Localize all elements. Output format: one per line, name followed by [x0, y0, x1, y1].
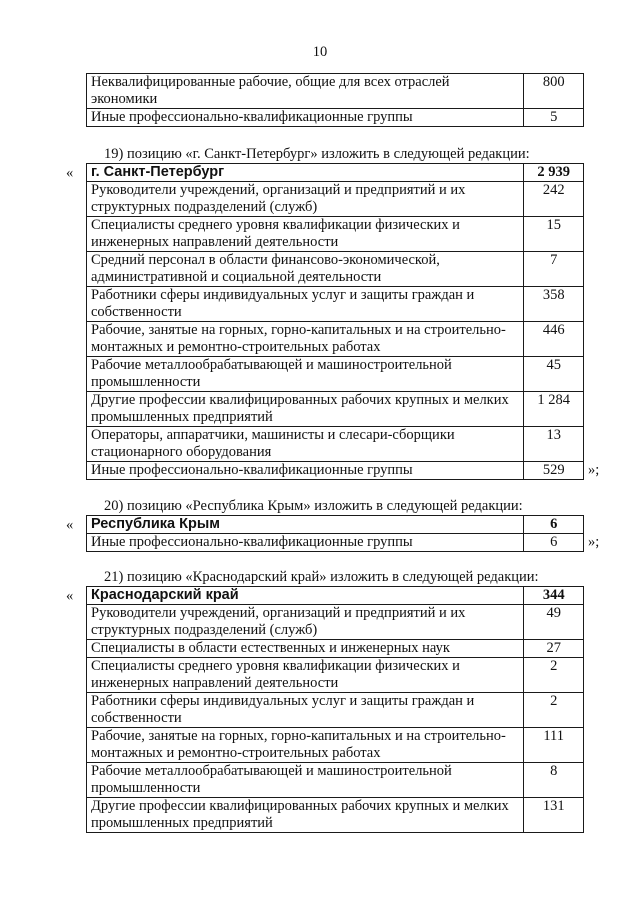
row-label: Другие профессии квалифицированных рабочих крупных и мелких промышленных предприятий: [87, 392, 524, 427]
table-row: [87, 109, 584, 127]
row-label: Работники сферы индивидуальных услуг и защиты граждан и собственности: [87, 287, 524, 322]
row-value: 27: [524, 640, 584, 658]
table-row: [87, 728, 584, 763]
table-row: [87, 658, 584, 693]
region-total: 2 939: [524, 164, 584, 182]
table-header-row: [87, 516, 584, 534]
table-row: [87, 427, 584, 462]
open-quote: «: [66, 517, 74, 533]
row-value: 49: [524, 605, 584, 640]
row-label: Руководители учреждений, организаций и предприятий и их структурных подразделений (служб): [87, 605, 524, 640]
row-label: Другие профессии квалифицированных рабочих крупных и мелких промышленных предприятий: [87, 798, 524, 833]
row-value: 358: [524, 287, 584, 322]
row-label: Работники сферы индивидуальных услуг и защиты граждан и собственности: [87, 693, 524, 728]
section-20-intro: 20) позицию «Республика Крым» изложить в следующей редакции:: [104, 498, 523, 514]
table-crimea: [86, 515, 584, 552]
row-label: Рабочие, занятые на горных, горно-капитальных и на строительно-монтажных и ремонтно-строительных работах: [87, 322, 524, 357]
row-label: Иные профессионально-квалификационные группы: [87, 109, 524, 127]
row-label: Специалисты среднего уровня квалификации физических и инженерных направлений деятельности: [87, 217, 524, 252]
table-row: [87, 640, 584, 658]
region-name: Краснодарский край: [87, 587, 524, 605]
row-value: 15: [524, 217, 584, 252]
section-21-intro: 21) позицию «Краснодарский край» изложить в следующей редакции:: [104, 569, 539, 585]
table-row: [87, 534, 584, 552]
table-row: [87, 357, 584, 392]
row-value: 2: [524, 693, 584, 728]
region-name: Республика Крым: [87, 516, 524, 534]
table-row: [87, 462, 584, 480]
row-label: Иные профессионально-квалификационные группы: [87, 462, 524, 480]
row-value: 800: [524, 74, 584, 109]
table-continuation: [86, 73, 584, 127]
region-total: 344: [524, 587, 584, 605]
region-total: 6: [524, 516, 584, 534]
row-value: 8: [524, 763, 584, 798]
table-row: [87, 287, 584, 322]
row-label: Средний персонал в области финансово-экономической, административной и социальной деятельности: [87, 252, 524, 287]
table-row: [87, 182, 584, 217]
table-row: [87, 217, 584, 252]
section-19-intro: 19) позицию «г. Санкт-Петербург» изложить в следующей редакции:: [104, 146, 530, 162]
table-saint-petersburg: [86, 163, 584, 480]
table-row: [87, 322, 584, 357]
close-mark: »;: [588, 534, 600, 550]
row-value: 111: [524, 728, 584, 763]
table-header-row: [87, 164, 584, 182]
row-value: 7: [524, 252, 584, 287]
table-row: [87, 693, 584, 728]
row-label: Рабочие металлообрабатывающей и машиностроительной промышленности: [87, 763, 524, 798]
table-row: [87, 763, 584, 798]
row-label: Специалисты в области естественных и инженерных наук: [87, 640, 524, 658]
row-value: 6: [524, 534, 584, 552]
table-row: [87, 392, 584, 427]
table-row: [87, 74, 584, 109]
table-krasnodar: [86, 586, 584, 833]
row-value: 446: [524, 322, 584, 357]
row-value: 2: [524, 658, 584, 693]
table-header-row: [87, 587, 584, 605]
close-mark: »;: [588, 462, 600, 478]
row-value: 242: [524, 182, 584, 217]
open-quote: «: [66, 588, 74, 604]
table-row: [87, 798, 584, 833]
row-label: Рабочие, занятые на горных, горно-капитальных и на строительно-монтажных и ремонтно-строительных работах: [87, 728, 524, 763]
table-row: [87, 252, 584, 287]
row-value: 131: [524, 798, 584, 833]
region-name: г. Санкт-Петербург: [87, 164, 524, 182]
row-label: Операторы, аппаратчики, машинисты и слесари-сборщики стационарного оборудования: [87, 427, 524, 462]
row-label: Иные профессионально-квалификационные группы: [87, 534, 524, 552]
row-value: 5: [524, 109, 584, 127]
row-value: 1 284: [524, 392, 584, 427]
row-value: 529: [524, 462, 584, 480]
row-label: Рабочие металлообрабатывающей и машиностроительной промышленности: [87, 357, 524, 392]
row-value: 45: [524, 357, 584, 392]
row-value: 13: [524, 427, 584, 462]
page-number: 10: [312, 44, 328, 60]
row-label: Неквалифицированные рабочие, общие для всех отраслей экономики: [87, 74, 524, 109]
table-row: [87, 605, 584, 640]
open-quote: «: [66, 165, 74, 181]
row-label: Руководители учреждений, организаций и предприятий и их структурных подразделений (служб): [87, 182, 524, 217]
row-label: Специалисты среднего уровня квалификации физических и инженерных направлений деятельности: [87, 658, 524, 693]
